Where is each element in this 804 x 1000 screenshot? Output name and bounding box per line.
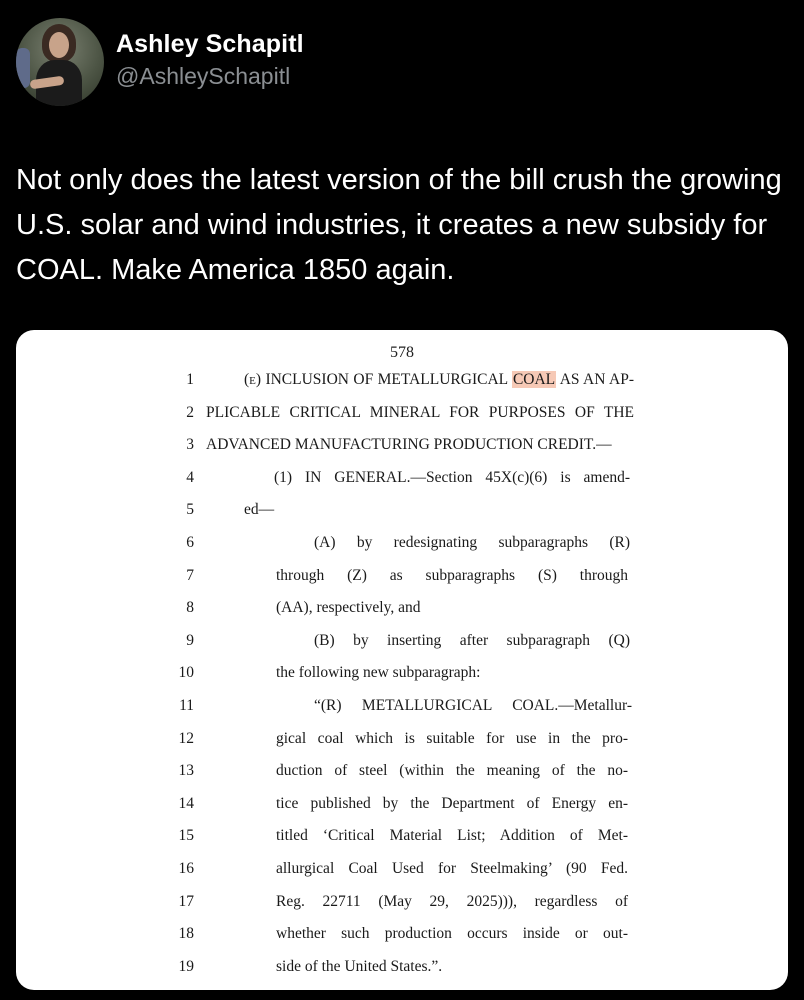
document-line xyxy=(16,762,788,786)
line-number: 6 xyxy=(186,534,194,551)
document-line xyxy=(16,664,788,688)
highlighted-word: COAL xyxy=(512,371,556,388)
line-text: (e) INCLUSION OF METALLURGICAL COAL AS AN AP- xyxy=(244,371,634,388)
avatar[interactable] xyxy=(16,18,104,106)
document-line xyxy=(16,404,788,428)
document-line xyxy=(16,469,788,493)
line-number: 13 xyxy=(178,762,194,780)
line-number: 2 xyxy=(186,403,194,421)
line-text: the following new subparagraph: xyxy=(276,664,481,682)
line-number: 19 xyxy=(178,957,194,975)
author-display-name[interactable]: Ashley Schapitl xyxy=(116,30,304,58)
line-text: (A) by redesignating subparagraphs (R) xyxy=(314,534,630,551)
line-text: (AA), respectively, and xyxy=(276,599,421,617)
line-text: Reg. 22711 (May 29, 2025))), regardless of xyxy=(276,892,628,910)
line-text: titled ‘Critical Material List; Addition of Met- xyxy=(276,827,628,845)
line-text: “(R) METALLURGICAL COAL.—Metallur- xyxy=(314,697,632,714)
document-image[interactable] xyxy=(16,330,788,990)
line-text: whether such production occurs inside or out- xyxy=(276,925,628,943)
line-number: 12 xyxy=(178,729,194,747)
document-line xyxy=(16,371,788,395)
document-line xyxy=(16,567,788,591)
line-text: ADVANCED MANUFACTURING PRODUCTION CREDIT.— xyxy=(206,436,612,454)
document-line xyxy=(16,697,788,721)
line-text: allurgical Coal Used for Steelmaking’ (90 Fed. xyxy=(276,860,628,877)
line-number: 17 xyxy=(178,892,194,910)
document-line xyxy=(16,958,788,982)
line-number: 10 xyxy=(178,664,194,682)
line-number: 16 xyxy=(178,860,194,877)
line-text: through (Z) as subparagraphs (S) through xyxy=(276,566,628,584)
line-text: ed— xyxy=(244,501,275,519)
document-line xyxy=(16,795,788,819)
line-number: 5 xyxy=(186,501,194,519)
line-text: duction of steel (within the meaning of the no- xyxy=(276,762,628,780)
document-line xyxy=(16,893,788,917)
document-line xyxy=(16,599,788,623)
line-number: 3 xyxy=(186,436,194,454)
line-text: PLICABLE CRITICAL MINERAL FOR PURPOSES OF THE xyxy=(206,403,634,421)
author-info xyxy=(116,30,304,90)
line-text: (1) IN GENERAL.—Section 45X(c)(6) is amend- xyxy=(274,468,630,486)
line-text: (B) by inserting after subparagraph (Q) xyxy=(314,631,630,649)
line-number: 14 xyxy=(178,794,194,812)
line-number: 9 xyxy=(186,631,194,649)
line-text: side of the United States.”. xyxy=(276,957,443,975)
line-number: 11 xyxy=(179,697,194,714)
line-number: 15 xyxy=(178,827,194,845)
line-number: 1 xyxy=(186,371,194,388)
document-line xyxy=(16,730,788,754)
document-line xyxy=(16,534,788,558)
line-number: 8 xyxy=(186,599,194,617)
document-line xyxy=(16,860,788,884)
document-line xyxy=(16,827,788,851)
line-number: 18 xyxy=(178,925,194,943)
tweet-text: Not only does the latest version of the bill crush the growing U.S. solar and wind industries, it creates a new subsidy for COAL. Make America 1850 again. xyxy=(16,164,782,286)
line-text: tice published by the Department of Energy en- xyxy=(276,794,628,812)
tweet-header xyxy=(16,18,796,108)
line-number: 4 xyxy=(186,468,194,486)
page-number: 578 xyxy=(390,344,414,361)
document-line xyxy=(16,501,788,525)
author-handle[interactable]: @AshleySchapitl xyxy=(116,63,291,89)
line-number: 7 xyxy=(186,566,194,584)
line-text: gical coal which is suitable for use in the pro- xyxy=(276,729,628,747)
document-line xyxy=(16,632,788,656)
document-line xyxy=(16,436,788,460)
document-line xyxy=(16,925,788,949)
